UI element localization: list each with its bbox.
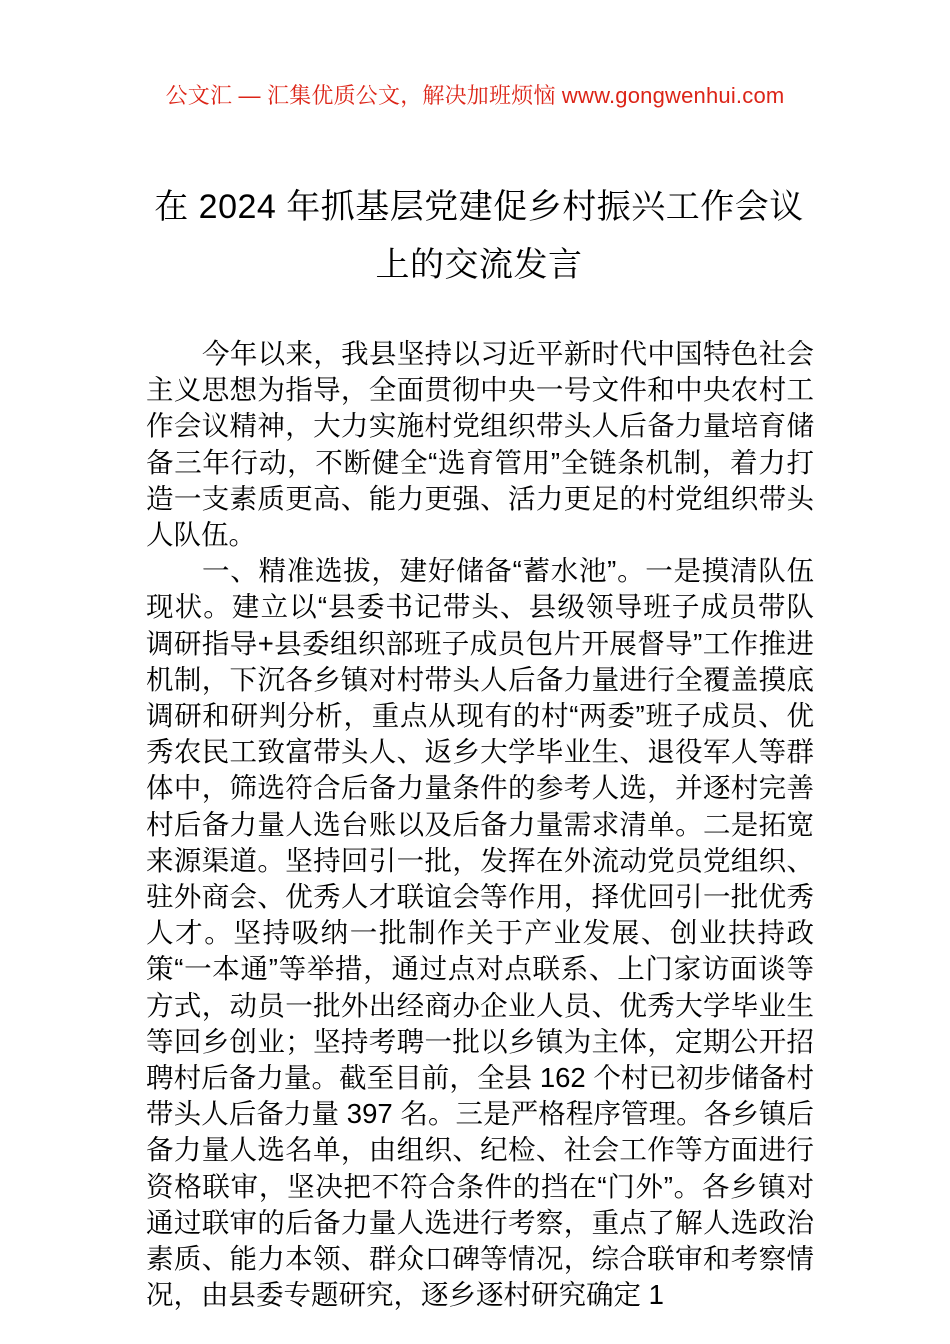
paragraph-intro: 今年以来，我县坚持以习近平新时代中国特色社会主义思想为指导，全面贯彻中央一号文件和中央农村工作会议精神，大力实施村党组织带头人后备力量培育储备三年行动，不断健全“选育管用”全链条机制，着力打造一支素质更高、能力更强、活力更足的村党组织带头人队伍。 (146, 338, 814, 551)
paragraph-section-one: 一、精准选拔，建好储备“蓄水池”。一是摸清队伍现状。建立以“县委书记带头、县级领导班子成员带队调研指导+县委组织部班子成员包片开展督导”工作推进机制，下沉各乡镇对村带头人后备力量进行全覆盖摸底调研和研判分析，重点从现有的村“两委”班子成员、优秀农民工致富带头人、返乡大学毕业生、退役军人等群体中，筛选符合后备力量条件的参考人选，并逐村完善村后备力量人选台账以及后备力量需求清单。二是拓宽来源渠道。坚持回引一批，发挥在外流动党员党组织、驻外商会、优秀人才联谊会等作用，择优回引一批优秀人才。坚持吸纳一批制作关于产业发展、创业扶持政策“一本通”等举措，通过点对点联系、上门家访面谈等方式，动员一批外出经商办企业人员、优秀大学毕业生等回乡创业；坚持考聘一批以乡镇为主体，定期公开招聘村后备力量。截至目前，全县 162 个村已初步储备村带头人后备力量 397 名。三是严格程序管理。各乡镇后备力量人选名单，由组织、纪检、社会工作等方面进行资格联审，坚决把不符合条件的挡在“门外”。各乡镇对通过联审的后备力量人选进行考察，重点了解人选政治素质、能力本领、群众口碑等情况，综合联审和考察情况，由县委专题研究，逐乡逐村研究确定 1 (146, 555, 814, 1311)
document-body (146, 336, 814, 1313)
page-title (145, 178, 813, 294)
page-title-line-1: 在 2024 年抓基层党建促乡村振兴工作会议 (154, 188, 804, 226)
site-watermark: 公文汇 — 汇集优质公文，解决加班烦恼 www.gongwenhui.com (165, 83, 785, 108)
page-title-line-2: 上的交流发言 (375, 246, 583, 284)
